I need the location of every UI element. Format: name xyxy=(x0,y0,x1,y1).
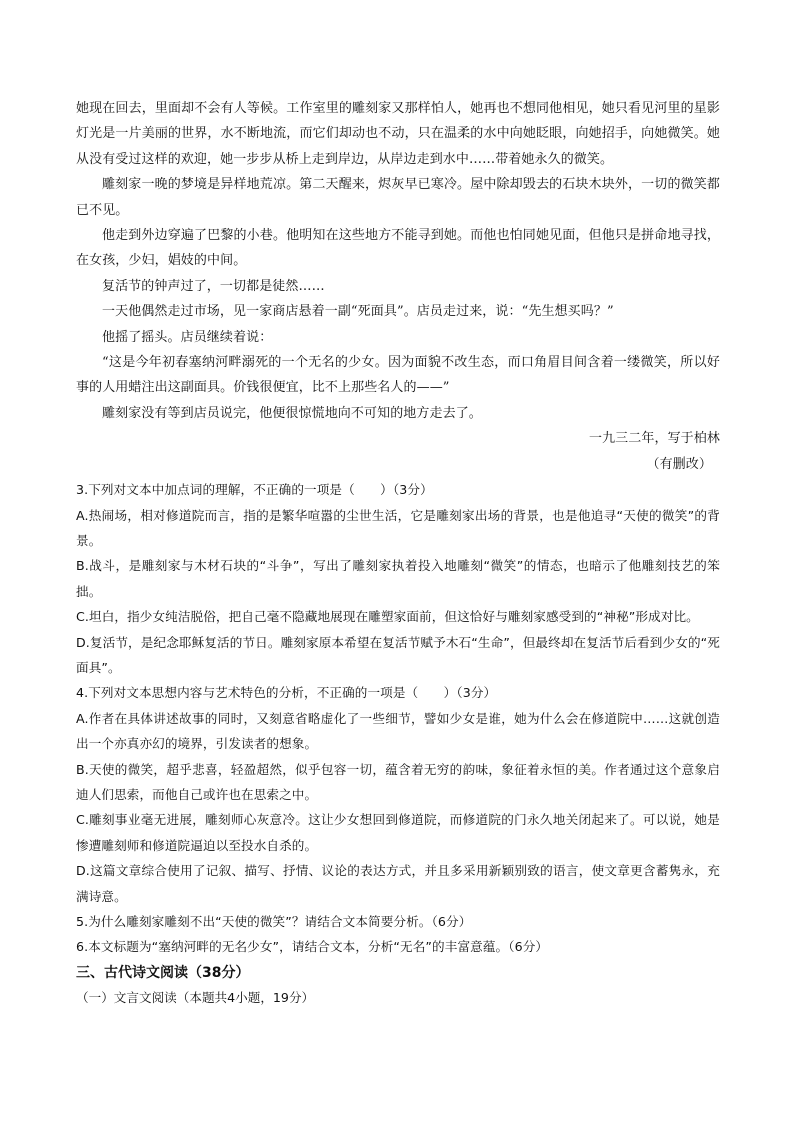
question-3-option-b: B.战斗，是雕刻家与木材石块的“斗争”，写出了雕刻家执着投入地雕刻“微笑”的情态，也暗示了他雕刻技艺的笨拙。 xyxy=(76,558,720,599)
story-date: 一九三二年，写于柏林 xyxy=(588,431,720,447)
section-subheading: （一）文言文阅读（本题共4小题，19分） xyxy=(76,989,315,1005)
story-paragraph-7: “这是今年初春塞纳河畔溺死的一个无名的少女。因为面貌不改生态，而口角眉目间含着一缕微笑，所以好事的人用蜡注出这副面具。价钱很便宜，比不上那些名人的——” xyxy=(76,355,720,396)
questions-block xyxy=(76,477,720,960)
story-paragraph-5: 一天他偶然走过市场，见一家商店悬着一副“死面具”。店员走过来，说：“先生想买吗？” xyxy=(102,304,614,320)
story-paragraph-2: 雕刻家一晚的梦境是异样地荒凉。第二天醒来，烬灰早已寒冷。屋中除却毁去的石块木块外，一切的微笑都已不见。 xyxy=(76,177,720,218)
document-page xyxy=(76,96,720,1010)
question-3: 3.下列对文本中加点词的理解，不正确的一项是（ ）（3分） xyxy=(76,482,433,498)
question-4-option-b: B.天使的微笑，超乎悲喜，轻盈超然，似乎包容一切，蕴含着无穷的韵味，象征着永恒的美。作者通过这个意象启迪人们思索，而他自己或许也在思索之中。 xyxy=(76,761,720,802)
section-three xyxy=(76,960,720,1010)
story-text xyxy=(76,96,720,477)
story-paragraph-6: 他摇了摇头。店员继续着说： xyxy=(102,329,273,345)
question-4-option-a: A.作者在具体讲述故事的同时，又刻意省略虚化了一些细节，譬如少女是谁，她为什么会在修道院中……这就创造出一个亦真亦幻的境界，引发读者的想象。 xyxy=(76,710,720,752)
story-paragraph-3: 他走到外边穿遍了巴黎的小巷。他明知在这些地方不能寻到她。而他也怕同她见面，但他只是拼命地寻找，在女孩，少妇，娼妓的中间。 xyxy=(76,228,720,269)
question-4-option-c: C.雕刻事业毫无进展，雕刻师心灰意冷。这让少女想回到修道院，而修道院的门永久地关闭起来了。可以说，她是惨遭雕刻师和修道院逼迫以至投水自杀的。 xyxy=(76,812,720,853)
section-heading: 三、古代诗文阅读（38分） xyxy=(76,964,250,981)
story-paragraph-8: 雕刻家没有等到店员说完，他便很惊慌地向不可知的地方走去了。 xyxy=(102,405,482,421)
story-source-note: （有删改） xyxy=(646,456,712,472)
question-5: 5.为什么雕刻家雕刻不出“天使的微笑”？请结合文本简要分析。（6分） xyxy=(76,914,472,929)
question-6: 6.本文标题为“塞纳河畔的无名少女”，请结合文本，分析“无名”的丰富意蕴。（6分） xyxy=(76,939,549,955)
question-3-option-d: D.复活节，是纪念耶稣复活的节日。雕刻家原本希望在复活节赋予木石“生命”，但最终却在复活节后看到少女的“死面具”。 xyxy=(76,634,720,675)
question-4-option-d: D.这篇文章综合使用了记叙、描写、抒情、议论的表达方式，并且多采用新颖别致的语言，使文章更含蓄隽永，充满诗意。 xyxy=(76,863,720,904)
question-4: 4.下列对文本思想内容与艺术特色的分析，不正确的一项是（ ）（3分） xyxy=(76,685,497,701)
story-paragraph-4: 复活节的钟声过了，一切都是徒然…… xyxy=(102,278,325,294)
story-paragraph-1: 她现在回去，里面却不会有人等候。工作室里的雕刻家又那样怕人，她再也不想同他相见，她只看见河里的星影灯光是一片美丽的世界，水不断地流，而它们却动也不动，只在温柔的水中向她眨眼，向她招手，向她微笑。她从没有受过这样的欢迎，她一步步从桥上走到岸边，从岸边走到水中……带着她永久的微笑。 xyxy=(76,101,720,167)
question-3-option-c: C.坦白，指少女纯洁脱俗，把自己毫不隐藏地展现在雕塑家面前，但这恰好与雕刻家感受到的“神秘”形成对比。 xyxy=(76,609,699,625)
question-3-option-a: A.热闹场，相对修道院而言，指的是繁华喧嚣的尘世生活，它是雕刻家出场的背景，也是他追寻“天使的微笑”的背景。 xyxy=(76,507,720,548)
